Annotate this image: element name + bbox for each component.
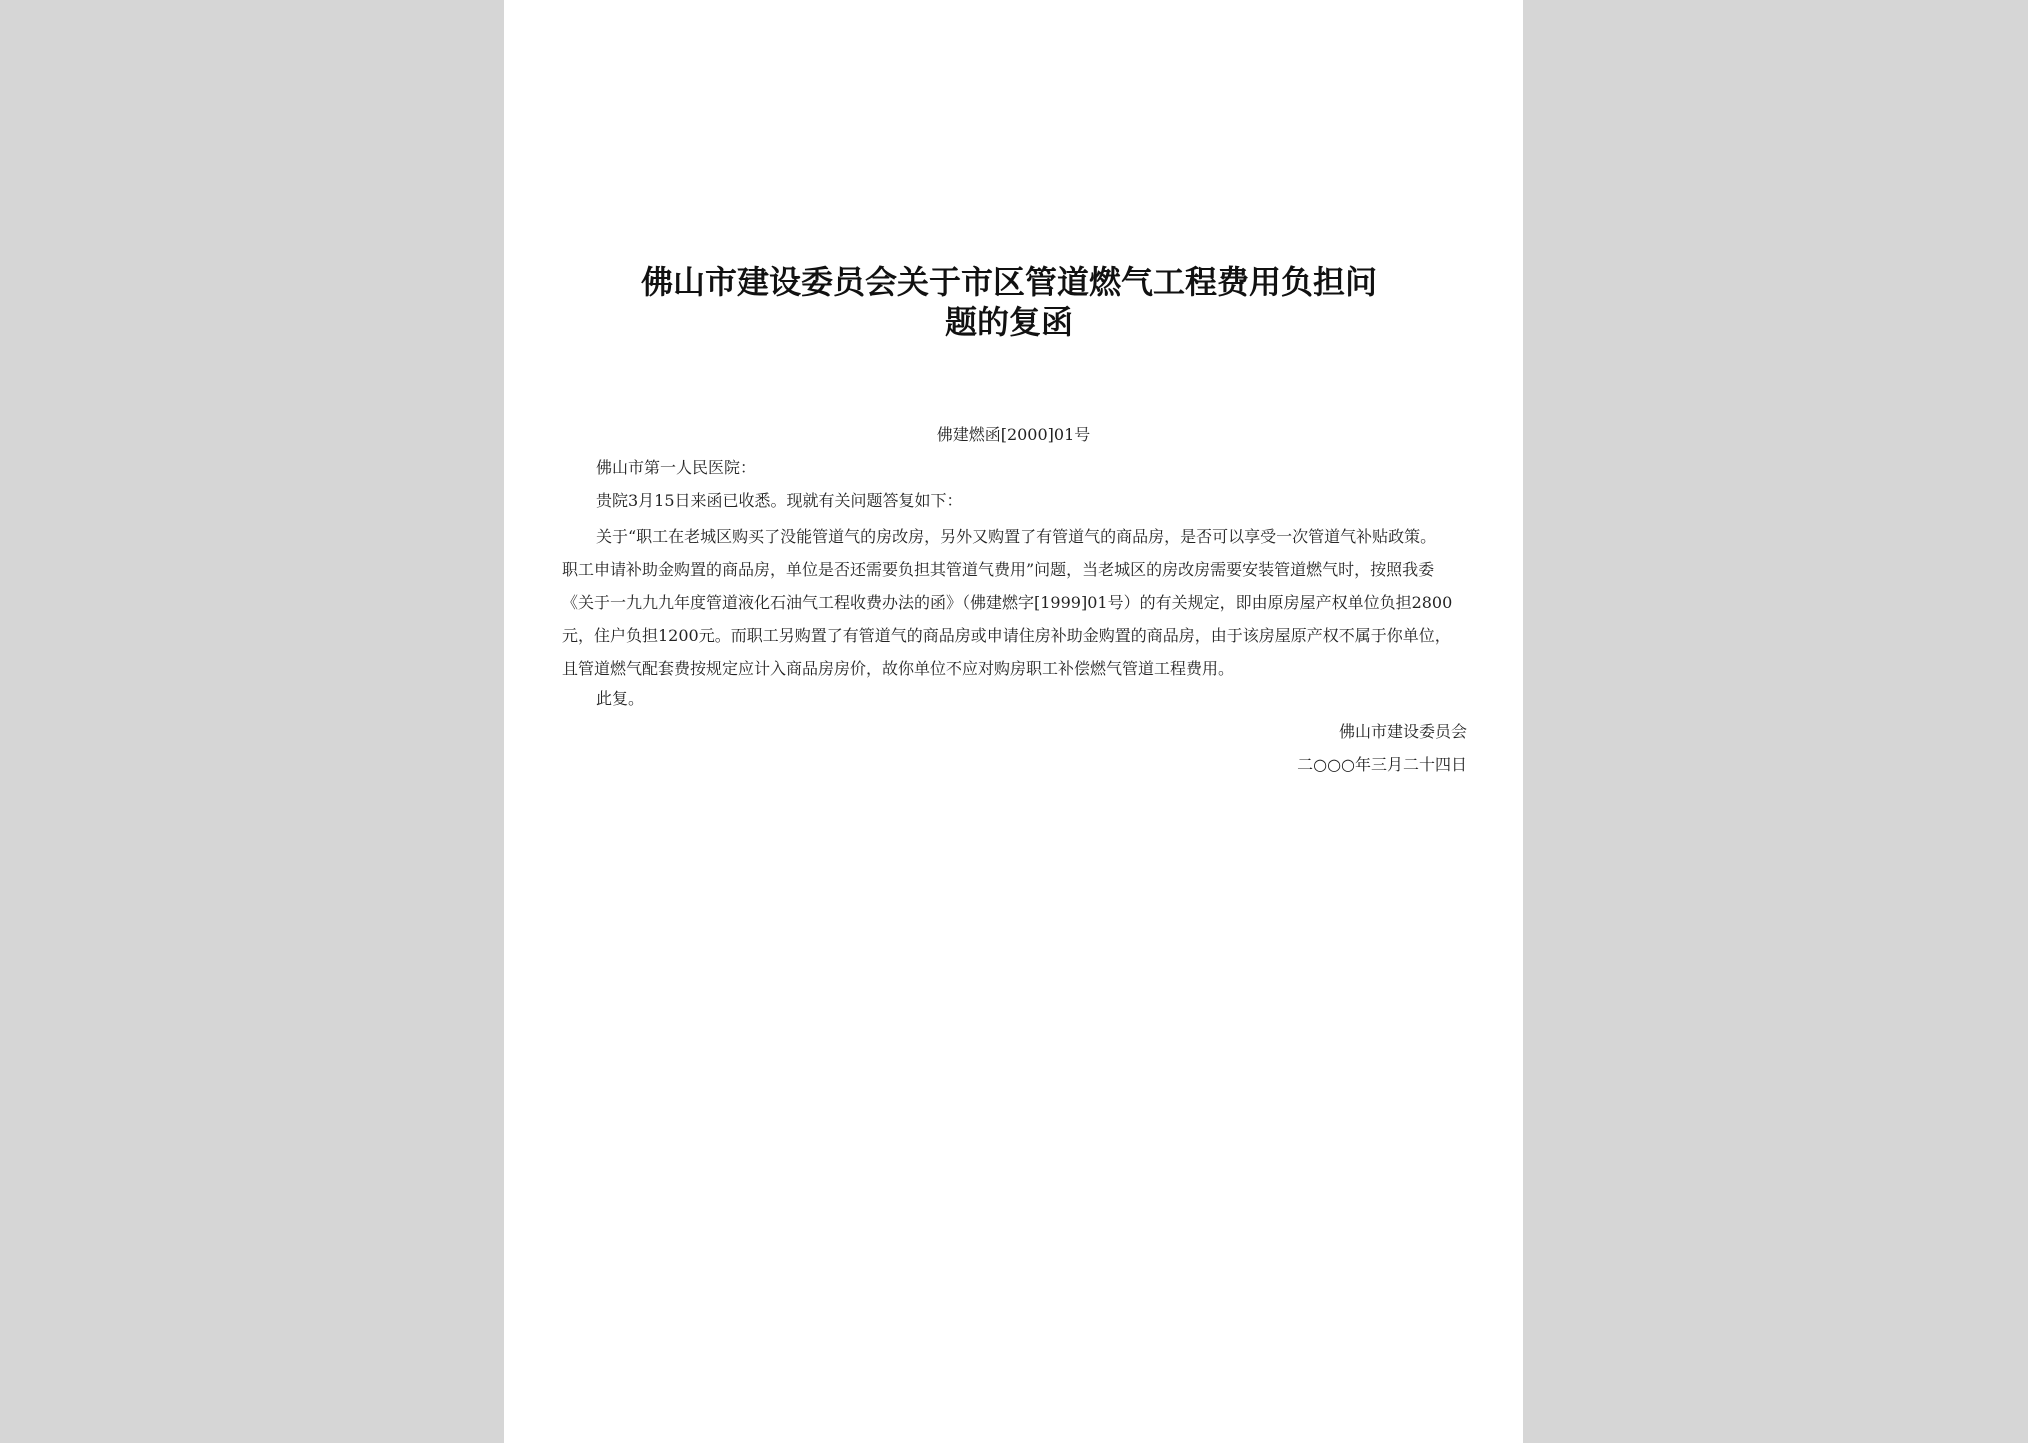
signature: 佛山市建设委员会 [1338, 722, 1467, 741]
paragraph-line: 职工申请补助金购置的商品房，单位是否还需要负担其管道气费用”问题，当老城区的房改房需要安装管道燃气时，按照我委 [562, 560, 1435, 579]
document-page [504, 0, 1523, 1443]
paragraph-line: 关于“职工在老城区购买了没能管道气的房改房，另外又购置了有管道气的商品房，是否可以享受一次管道气补贴政策。 [596, 527, 1437, 546]
addressee: 佛山市第一人民医院： [596, 458, 757, 477]
title-line-1: 佛山市建设委员会关于市区管道燃气工程费用负担问 [640, 263, 1377, 301]
body-paragraph [562, 520, 1466, 685]
closing-text: 此复。 [596, 689, 645, 708]
intro-text: 贵院3月15日来函已收悉。现就有关问题答复如下： [596, 491, 963, 510]
document-title [594, 262, 1424, 342]
paragraph-line: 《关于一九九九年度管道液化石油气工程收费办法的函》（佛建燃字[1999]01号）的有关规定，即由原房屋产权单位负担2800 [562, 593, 1453, 612]
document-number: 佛建燃函[2000]01号 [936, 425, 1091, 444]
title-line-2: 题的复函 [944, 303, 1073, 341]
paragraph-line: 且管道燃气配套费按规定应计入商品房房价，故你单位不应对购房职工补偿燃气管道工程费用。 [562, 659, 1235, 678]
document-date: 二○○○年三月二十四日 [1297, 755, 1467, 774]
paragraph-line: 元，住户负担1200元。而职工另购置了有管道气的商品房或申请住房补助金购置的商品房，由于该房屋原产权不属于你单位， [562, 626, 1451, 645]
